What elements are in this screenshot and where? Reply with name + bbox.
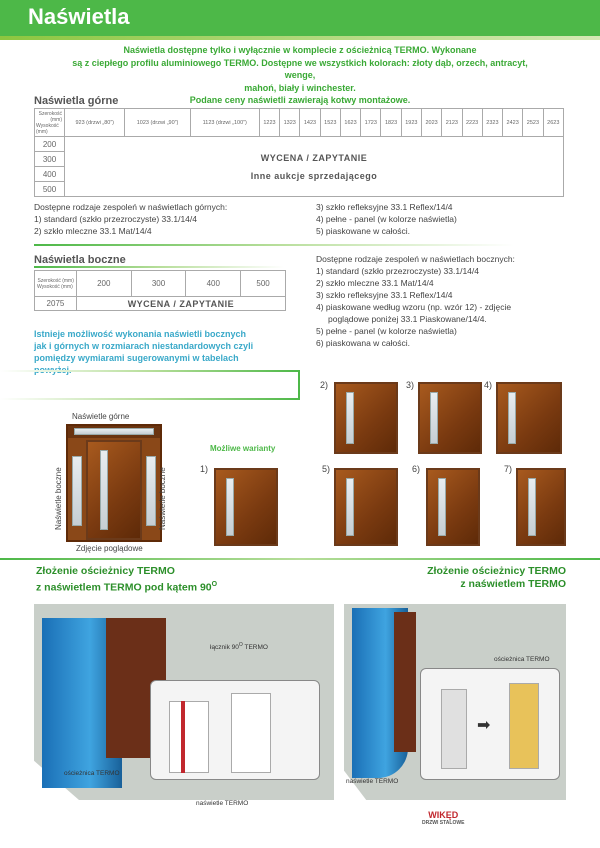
top-col: 923 (drzwi „80”) [65, 109, 125, 137]
side-col: 300 [131, 271, 186, 297]
top-col: 2323 [482, 109, 502, 137]
side-light-glass [72, 456, 82, 526]
top-row-label: 300 [35, 152, 65, 167]
divider [0, 558, 600, 560]
variant-door-6 [426, 468, 480, 546]
side-col: 400 [186, 271, 241, 297]
top-col: 1123 (drzwi „100”) [190, 109, 259, 137]
top-col: 1223 [259, 109, 279, 137]
callout-light-right: naświetle TERMO [346, 778, 399, 785]
top-col: 1423 [300, 109, 320, 137]
side-price-cell: WYCENA / ZAPYTANIE [76, 297, 285, 311]
variant-label: 4) [484, 380, 493, 390]
variant-door-2 [334, 382, 398, 454]
side-col: 200 [76, 271, 131, 297]
variant-door-1 [214, 468, 278, 546]
top-col: 1023 (drzwi „90”) [125, 109, 190, 137]
side-row-label: 2075 [35, 297, 77, 311]
glass-option: 2) szkło mleczne 33.1 Mat/14/4 [34, 226, 152, 236]
door-leaf [86, 440, 142, 540]
arrow-right-icon: ➡ [477, 717, 491, 734]
glass-option: 6) piaskowana w całości. [316, 338, 411, 348]
intro-text [60, 44, 540, 107]
label-side-light-right: Naświetle boczne [158, 467, 167, 530]
header-strip [0, 36, 600, 40]
sample-door [66, 424, 162, 542]
callout-frame-right: ościeżnica TERMO [494, 656, 550, 663]
variant-door-3 [418, 382, 482, 454]
callout-frame-left: ościeżnica TERMO [64, 770, 120, 777]
assembly-left-title: Złożenie ościeżnicy TERMO z naświetlem TERMO pod kątem $90^O$ [36, 565, 218, 594]
glass-option: 3) szkło refleksyjne 33.1 Reflex/14/4 [316, 290, 453, 300]
top-col: 1623 [340, 109, 360, 137]
intro-line: Podane ceny naświetli zawierają kotwy montażowe. [189, 95, 411, 105]
table-corner: Szerokość (mm) Wysokość (mm) [35, 109, 65, 137]
top-col: 1723 [361, 109, 381, 137]
variant-label: 5) [322, 464, 331, 474]
intro-line: Naświetla dostępne tylko i wyłącznie w komplecie z ościeżnicą TERMO. Wykonane [123, 45, 477, 55]
profile-brown-right [394, 612, 416, 752]
label-top-light: Naświetle górne [72, 412, 130, 421]
variant-door-5 [334, 468, 398, 546]
variant-label: 3) [406, 380, 415, 390]
variant-label: 1) [200, 464, 209, 474]
top-glass-right [316, 201, 457, 237]
top-lights-grid [34, 108, 564, 197]
divider [0, 370, 300, 372]
top-lights-title: Naświetla górne [34, 95, 119, 107]
side-glass-list [316, 253, 586, 349]
glass-option: 5) pełne - panel (w kolorze naświetla) [316, 326, 457, 336]
variant-door-4 [496, 382, 562, 454]
top-light [68, 426, 160, 438]
top-col: 2523 [523, 109, 543, 137]
top-row-label: 500 [35, 182, 65, 197]
top-col: 1923 [401, 109, 421, 137]
side-light-glass [146, 456, 156, 526]
top-row-label: 400 [35, 167, 65, 182]
glass-option: 4) pełne - panel (w kolorze naświetla) [316, 214, 457, 224]
variant-label: 7) [504, 464, 513, 474]
intro-line: są z ciepłego profilu aluminiowego TERMO. Dostępne we wszystkich kolorach: złoty dąb, orzech, antracyt, wenge, [72, 57, 528, 80]
glass-option: 4) piaskowane według wzoru (np. wzór 12) - zdjęcie [316, 302, 512, 312]
top-col: 2123 [442, 109, 462, 137]
assembly-right-title: Złożenie ościeżnicy TERMO z naświetlem TERMO [427, 565, 566, 590]
top-col: 2223 [462, 109, 482, 137]
top-col: 2023 [421, 109, 441, 137]
callout-light-left: naświetle TERMO [196, 800, 249, 807]
label-sample-photo: Zdjęcie poglądowe [76, 544, 143, 553]
detail-box-right [420, 668, 560, 780]
side-lights-table [34, 270, 286, 311]
variant-door-7 [516, 468, 566, 546]
variant-label: 2) [320, 380, 329, 390]
top-glass-title: Dostępne rodzaje zespoleń w naświetlach górnych: [34, 202, 228, 212]
top-glass-left [34, 213, 197, 237]
top-col: 1823 [381, 109, 401, 137]
glass-option: 5) piaskowane w całości. [316, 226, 411, 236]
glass-option: 1) standard (szkło przezroczyste) 33.1/14/4 [316, 266, 479, 276]
top-price-cell: WYCENA / ZAPYTANIE Inne aukcje sprzedającego [65, 137, 564, 197]
top-col: 1323 [280, 109, 300, 137]
callout-connector: łącznik $90^O$ TERMO [210, 642, 268, 652]
variants-title: Możliwe warianty [210, 444, 276, 453]
page-title: Naświetla [28, 4, 130, 29]
top-col: 1523 [320, 109, 340, 137]
table-corner: Szerokość (mm) Wysokość (mm) [35, 271, 77, 297]
glass-option: poglądowe poniżej 33.1 Piaskowane/14/4. [328, 314, 487, 324]
top-col: 2623 [543, 109, 563, 137]
side-col: 500 [241, 271, 286, 297]
custom-size-note: Istnieje możliwość wykonania naświetli bocznych jak i górnych w rozmiarach niestandardowych czyli pomiędzy wymiarami sugerowanymi w tabelach [34, 329, 254, 363]
glass-option: 3) szkło refleksyjne 33.1 Reflex/14/4 [316, 202, 453, 212]
side-glass-title: Dostępne rodzaje zespoleń w naświetlach bocznych: [316, 254, 515, 264]
top-row-label: 200 [35, 137, 65, 152]
top-grid-table [34, 108, 564, 197]
glass-option: 1) standard (szkło przezroczyste) 33.1/14/4 [34, 214, 197, 224]
divider [34, 266, 284, 268]
divider [298, 370, 300, 398]
detail-box-left [150, 680, 320, 780]
divider [34, 244, 514, 246]
divider [0, 398, 300, 400]
glass-option: 2) szkło mleczne 33.1 Mat/14/4 [316, 278, 434, 288]
variant-label: 6) [412, 464, 421, 474]
brand-logo: WIKĘD DRZWI STALOWE [422, 810, 465, 826]
intro-line: mahoń, biały i winchester. [244, 82, 356, 93]
label-side-light-left: Naświetle boczne [54, 467, 63, 530]
side-lights-title: Naświetla boczne [34, 254, 126, 266]
top-col: 2423 [503, 109, 523, 137]
